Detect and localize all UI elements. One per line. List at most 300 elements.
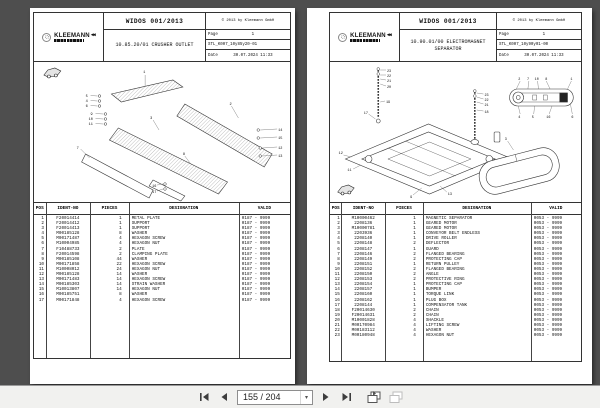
callout-label: 11 [347, 168, 352, 174]
callout-label: 9 [410, 195, 413, 201]
date-row [206, 50, 290, 61]
table-cell: 0053 - 9999 [533, 272, 563, 278]
table-cell: 0187 - 9999 [241, 236, 271, 242]
table-cell: 3 [337, 231, 340, 237]
pdf-page-left [30, 8, 295, 384]
table-cell: HEXAGON NUT [131, 287, 161, 293]
table-cell: 4 [119, 236, 122, 242]
table-cell: M10008012 [56, 266, 80, 272]
first-page-button[interactable] [197, 390, 211, 404]
table-cell: 12 [38, 272, 45, 278]
table-cell: 5 [337, 241, 340, 247]
previous-page-icon [220, 392, 228, 402]
callout-label: 17 [152, 190, 157, 196]
callout-label: 4 [518, 115, 521, 121]
table-cell: 0053 - 9999 [533, 307, 563, 313]
date-label: Date [499, 53, 509, 58]
table-cell: 2 [413, 277, 416, 283]
table-cell: 0053 - 9999 [533, 328, 563, 334]
table-cell: 16 [38, 292, 45, 298]
table-cell: 2 [413, 312, 416, 318]
table-cell: PLUG BOX [425, 297, 447, 303]
date-row [497, 50, 581, 61]
page-number: 1 [251, 32, 255, 37]
table-cell: GEARED MOTOR [425, 226, 457, 232]
table-cell: 13 [38, 277, 45, 283]
doc-code: STL_K007_10y90y01-00 [499, 42, 549, 47]
table-cell: 1 [413, 261, 416, 267]
table-cell: HEXAGON SCREW [131, 277, 166, 283]
doc-code-row [206, 40, 290, 50]
callout-label: 13 [447, 192, 452, 198]
table-cell: 2 [413, 256, 416, 262]
last-page-button[interactable] [339, 390, 353, 404]
table-body [330, 215, 581, 338]
callout-label: 21 [386, 79, 392, 85]
kleemann-emblem-icon [338, 33, 347, 42]
callout-label: 19 [385, 100, 391, 106]
table-cell: 5 [41, 236, 45, 242]
page-frame [329, 12, 582, 362]
table-cell: WASHER [131, 292, 148, 298]
table-cell: 0187 - 9999 [241, 282, 271, 288]
table-cell: DEFLECTOR [425, 241, 450, 247]
page-number-box[interactable] [237, 390, 313, 405]
table-cell: 14 [116, 282, 122, 288]
page-label: Page [208, 32, 218, 37]
table-cell: WASHER [131, 256, 148, 262]
callout-label: 18 [484, 110, 489, 116]
table-cell: 15 [38, 287, 45, 293]
kleemann-chevron-icon: ◀◀ [90, 32, 95, 38]
table-cell: M00171858 [56, 261, 80, 267]
table-cell: 2208148 [354, 241, 373, 247]
table-cell: 4 [119, 297, 122, 303]
table-cell: LIFTING SCREW [425, 322, 460, 328]
table-cell: RETURN PULLEY [425, 261, 460, 267]
table-cell: HEXAGON SCREW [131, 261, 166, 267]
table-cell: WASHER [131, 272, 148, 278]
page-header [330, 13, 581, 62]
table-cell: 44 [116, 256, 122, 262]
table-cell: FLANGED BEARING [425, 251, 465, 257]
table-cell: 1 [413, 226, 416, 232]
table-cell: STRAIN WASHER [131, 282, 166, 288]
parts-table [330, 202, 581, 361]
table-cell: 0187 - 9999 [241, 226, 271, 232]
exploded-view-drawing-electromagnet-separator [330, 62, 581, 202]
callout-label: 10 [88, 117, 93, 123]
logo-bar [350, 39, 380, 42]
table-cell: 0053 - 9999 [533, 297, 563, 303]
crusher-outlet-diagram [34, 62, 290, 202]
table-cell: 4 [337, 236, 340, 242]
callout-label: 16 [546, 115, 551, 121]
table-header-row [330, 203, 581, 215]
table-cell: 0187 - 9999 [241, 251, 271, 257]
table-cell: 1 [413, 236, 416, 242]
table-cell: F20014630 [351, 307, 375, 313]
table-cell: 0187 - 9999 [241, 266, 271, 272]
table-cell: 0187 - 9999 [241, 246, 271, 252]
last-page-icon [341, 392, 352, 402]
table-cell: 2 [413, 241, 416, 247]
callout-label: 22 [484, 98, 489, 104]
table-cell: 1 [413, 246, 416, 252]
table-row [330, 333, 581, 338]
table-cell: 2208153 [354, 277, 373, 283]
table-cell: 14 [38, 282, 45, 288]
callout-label: 2 [518, 77, 521, 83]
logo-text: KLEEMANN [54, 32, 90, 39]
table-cell: 1 [413, 216, 416, 221]
table-cell: PROTECTING CAP [425, 282, 462, 288]
table-cell: 2208146 [354, 251, 373, 257]
table-cell: 17 [334, 302, 340, 308]
table-cell: SUPPORT [131, 226, 150, 232]
date-value: 30.07.2024 11:33 [524, 53, 564, 58]
col-header-ident: IDENT-NO [352, 206, 374, 211]
table-cell: 21 [334, 322, 340, 328]
table-cell: TORQUE LINK [425, 292, 455, 298]
table-cell: HEXAGON SCREW [131, 297, 166, 303]
callout-label: 14 [278, 128, 283, 134]
table-cell: 0053 - 9999 [533, 236, 563, 242]
table-cell: PROTECTIVE RING [425, 277, 465, 283]
table-cell: 8 [119, 292, 122, 298]
table-cell: 4 [41, 231, 45, 237]
table-cell: HEXAGON NUT [131, 266, 161, 272]
table-cell: 4 [119, 241, 122, 247]
table-cell: 23 [334, 333, 340, 339]
table-cell: 8 [337, 256, 340, 262]
callout-label: 22 [386, 74, 392, 80]
date-label: Date [208, 53, 218, 58]
callout-label: 12 [278, 146, 283, 152]
section-title: 10.85.20/01 CRUSHER OUTLET [104, 30, 206, 61]
table-cell: F20014631 [351, 312, 375, 318]
table-cell: PLATE [131, 246, 145, 252]
page-number: 1 [542, 32, 546, 37]
table-cell: 13 [334, 282, 340, 288]
table-cell: 2208152 [354, 266, 373, 272]
table-cell: 2208160 [354, 292, 373, 298]
previous-view-button[interactable] [367, 390, 381, 404]
separator-side-view [510, 89, 574, 106]
table-cell: 2 [337, 221, 340, 227]
table-cell: 14 [116, 287, 122, 293]
table-cell: 0053 - 9999 [533, 282, 563, 288]
table-cell: 18 [334, 307, 340, 313]
table-cell: 0053 - 9999 [533, 251, 563, 257]
table-cell: 10 [334, 266, 340, 272]
table-cell: 1 [413, 221, 416, 227]
table-cell: 4 [413, 317, 416, 323]
table-cell: 0053 - 9999 [533, 292, 563, 298]
exploded-view-drawing-crusher-outlet [34, 62, 290, 202]
callout-label: 3 [504, 137, 507, 143]
table-cell: 12 [334, 277, 340, 283]
table-cell: 0187 - 9999 [241, 277, 271, 283]
lifting-chain [376, 68, 380, 123]
section-title: 10.90.01/00 ELECTROMAGNET SEPARATOR [400, 30, 497, 61]
table-cell: M00185751 [56, 292, 80, 298]
table-cell: 11 [334, 272, 340, 278]
table-cell: 2 [413, 307, 416, 313]
table-cell: M10001828 [351, 317, 375, 323]
table-cell: SUPPORT [131, 221, 150, 227]
table-cell: 1 [413, 302, 416, 308]
table-cell: 10 [38, 261, 45, 267]
table-row [34, 298, 290, 303]
col-header-designation: DESIGNATION [169, 206, 199, 211]
next-view-button[interactable] [389, 390, 403, 404]
table-cell: 4 [413, 333, 416, 339]
page-number-row [206, 30, 290, 40]
table-cell: 6 [41, 241, 45, 247]
table-cell: 4 [413, 328, 416, 334]
copyright-text: © 2013 by Kleemann GmbH [497, 13, 581, 30]
table-cell: 1 [41, 216, 45, 221]
table-cell: 9 [337, 261, 340, 267]
table-cell: M00185128 [56, 231, 80, 237]
table-cell: 0053 - 9999 [533, 221, 563, 227]
table-cell: 22 [116, 261, 122, 267]
table-cell: 0053 - 9999 [533, 312, 563, 318]
table-cell: 24 [116, 266, 122, 272]
table-cell: M00171483 [56, 277, 80, 283]
first-page-icon [199, 392, 210, 402]
callout-label: 6 [85, 104, 88, 110]
callout-label: 1 [570, 77, 573, 83]
table-cell: HEXAGON SCREW [131, 236, 166, 242]
table-cell: MAGNETIC SEPARATOR [425, 216, 473, 221]
table-cell: 0053 - 9999 [533, 226, 563, 232]
logo-text: KLEEMANN [350, 32, 386, 39]
table-cell: 0053 - 9999 [533, 322, 563, 328]
table-cell: 0053 - 9999 [533, 333, 563, 339]
table-cell: 2208149 [354, 256, 373, 262]
table-cell: 15 [334, 292, 340, 298]
doc-code: STL_K007_10y85y20-01 [208, 42, 258, 47]
table-cell: CHAIN [425, 312, 439, 318]
pdf-viewer-toolbar [0, 385, 600, 408]
parts-table [34, 202, 290, 358]
col-header-pos: POS [35, 206, 44, 211]
callout-label: 8 [545, 77, 548, 83]
table-cell: 0187 - 9999 [241, 221, 271, 227]
table-cell: METAL PLATE [131, 216, 161, 221]
table-cell: 2208136 [354, 221, 373, 227]
table-cell: F20014414 [56, 216, 80, 221]
doc-code-row [497, 40, 581, 50]
table-cell: 2 [119, 246, 122, 252]
table-body [34, 215, 290, 303]
machine-position-icon [338, 185, 354, 195]
callout-label: 5 [85, 94, 88, 100]
callout-label: 23 [484, 93, 489, 99]
table-cell: 2208140 [354, 236, 373, 242]
table-cell: 2203936 [354, 231, 373, 237]
table-cell: GEARED MOTOR [425, 221, 457, 227]
table-cell: 19 [334, 312, 340, 318]
callout-label: 7 [76, 146, 79, 152]
table-cell: 9 [41, 256, 45, 262]
table-cell: M10000462 [351, 216, 375, 221]
next-page-icon [322, 392, 330, 402]
table-cell: 2 [413, 251, 416, 257]
table-cell: 3 [41, 226, 45, 232]
electromagnet-separator-diagram [330, 62, 581, 202]
doc-title: WIDOS 001/2013 [104, 13, 206, 30]
callout-label: 21 [484, 103, 489, 109]
table-cell: 11 [38, 266, 45, 272]
col-header-pieces: PIECES [101, 206, 118, 211]
table-cell: WASHER [425, 328, 442, 334]
page-label: Page [499, 32, 509, 37]
table-cell: ANGLE [425, 272, 439, 278]
table-cell: M00183112 [351, 328, 375, 334]
table-cell: CLAMPING PLATE [131, 251, 168, 257]
table-cell: DRIVE ROLLER [425, 236, 457, 242]
previous-view-icon [367, 391, 381, 404]
view-buttons [367, 390, 403, 404]
table-cell: 2 [413, 272, 416, 278]
table-cell: 1 [413, 231, 416, 237]
col-header-pos: POS [331, 206, 340, 211]
table-cell: HEXAGON NUT [131, 241, 161, 247]
table-cell: M00185128 [56, 272, 80, 278]
table-cell: PROTECTING CAP [425, 256, 462, 262]
table-cell: 14 [334, 287, 340, 293]
table-cell: 2208150 [354, 272, 373, 278]
table-cell: 2208144 [354, 302, 373, 308]
doc-title: WIDOS 001/2013 [400, 13, 497, 30]
table-cell: 0053 - 9999 [533, 317, 563, 323]
table-cell: 0187 - 9999 [241, 241, 271, 247]
table-cell: 14 [116, 272, 122, 278]
callout-label: 7 [526, 77, 530, 83]
table-cell: 7 [41, 246, 45, 252]
table-cell: 2208162 [354, 297, 373, 303]
table-cell: CHAIN [425, 307, 439, 313]
table-cell: 2 [41, 221, 45, 227]
table-cell: 3 [337, 226, 340, 232]
kleemann-emblem-icon [42, 33, 51, 42]
table-cell: 2208147 [354, 246, 373, 252]
callout-label: 4 [85, 99, 88, 105]
table-cell: 0053 - 9999 [533, 287, 563, 293]
table-cell: 0053 - 9999 [533, 256, 563, 262]
callout-label: 17 [363, 111, 368, 117]
table-cell: 0053 - 9999 [533, 266, 563, 272]
callout-label: 10 [534, 77, 539, 83]
table-cell: 0053 - 9999 [533, 246, 563, 252]
table-cell: 8 [119, 231, 122, 237]
table-cell: F20014598 [56, 251, 80, 257]
table-cell: GUARD [425, 246, 439, 252]
table-cell: F20014412 [56, 221, 80, 227]
date-value: 30.07.2024 11:33 [233, 53, 273, 58]
col-header-valid: VALID [257, 206, 271, 211]
table-cell: 1 [413, 297, 416, 303]
table-cell: 1 [119, 221, 122, 227]
kleemann-logo [330, 13, 400, 61]
next-page-button[interactable] [319, 390, 333, 404]
callout-label: 20 [386, 85, 392, 91]
kleemann-chevron-icon: ◀◀ [386, 32, 391, 38]
table-cell: 2208157 [354, 287, 373, 293]
table-cell: 1 [413, 287, 416, 293]
page-number-input[interactable] [238, 391, 300, 404]
table-cell: 16 [334, 297, 340, 303]
table-cell: 0187 - 9999 [241, 231, 271, 237]
table-cell: 0187 - 9999 [241, 261, 271, 267]
table-cell: 0187 - 9999 [241, 256, 271, 262]
table-cell: 0053 - 9999 [533, 216, 563, 221]
table-cell: M10013807 [56, 287, 80, 293]
callout-label: 9 [90, 112, 93, 118]
col-header-pieces: PIECES [396, 206, 412, 211]
table-cell: 0187 - 9999 [241, 292, 271, 298]
page-number-row [497, 30, 581, 40]
table-cell: F20014413 [56, 226, 80, 232]
callout-labels [77, 71, 283, 195]
table-cell: 0053 - 9999 [533, 277, 563, 283]
copyright-text: © 2013 by Kleemann GmbH [206, 13, 290, 30]
table-cell: WASHER [131, 231, 148, 237]
table-cell: 1 [337, 216, 340, 221]
table-cell: 2208154 [354, 282, 373, 288]
page-frame [33, 12, 291, 359]
table-cell: M00171848 [56, 297, 80, 303]
callout-label: 5 [531, 115, 534, 121]
table-cell: M00185303 [56, 282, 80, 288]
page-dropdown-caret-icon[interactable]: ▾ [300, 391, 312, 404]
callout-label: 11 [88, 122, 93, 128]
table-cell: M00185108 [56, 256, 80, 262]
page-header [34, 13, 290, 62]
callout-label: 16 [152, 184, 157, 190]
table-cell: 0187 - 9999 [241, 272, 271, 278]
table-cell: COMPENSATOR TANK [425, 302, 468, 308]
callout-label: 6 [571, 115, 574, 121]
table-cell: 2208151 [354, 261, 373, 267]
table-cell: 0053 - 9999 [533, 241, 563, 247]
table-cell: M10004985 [56, 241, 80, 247]
callout-label: 3 [150, 116, 153, 122]
table-cell: 0053 - 9999 [533, 261, 563, 267]
callout-label: 2 [229, 102, 232, 108]
exploded-plates [82, 80, 273, 201]
table-cell: 2 [119, 251, 122, 257]
table-cell: 0053 - 9999 [533, 302, 563, 308]
table-cell: 7 [337, 251, 340, 257]
previous-page-button[interactable] [217, 390, 231, 404]
table-cell: 20 [334, 317, 340, 323]
callout-label: 1 [143, 70, 146, 76]
table-cell: M00171487 [56, 236, 80, 242]
table-cell: 8 [41, 251, 45, 257]
callout-label: 13 [278, 154, 283, 160]
table-cell: M00170984 [351, 322, 375, 328]
table-cell: M00180948 [351, 333, 375, 339]
kleemann-logo [34, 13, 104, 61]
table-cell: FLANGED BEARING [425, 266, 465, 272]
table-cell: 2 [413, 266, 416, 272]
machine-position-icon [44, 68, 61, 78]
table-cell: 1 [119, 226, 122, 232]
